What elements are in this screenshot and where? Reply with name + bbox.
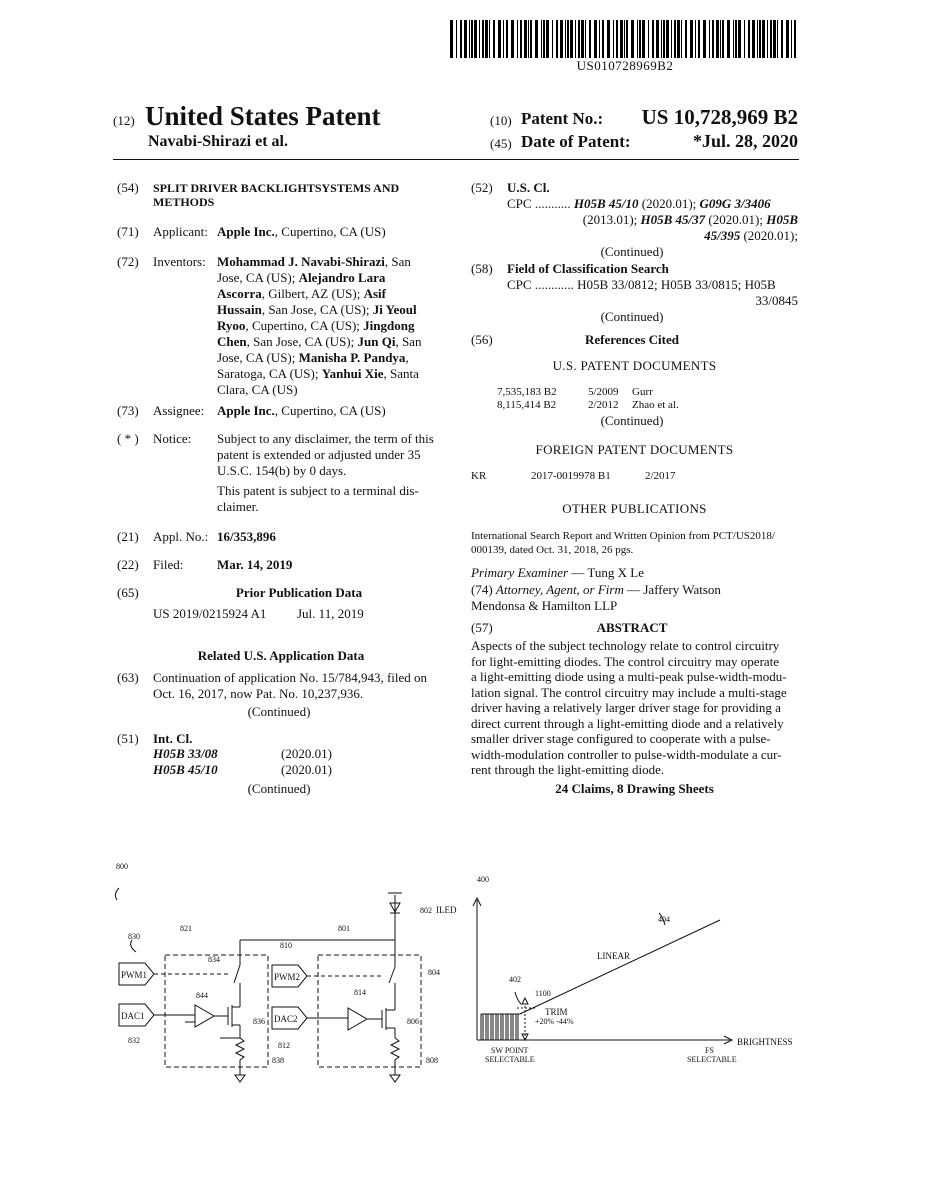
barcode-bar — [450, 20, 453, 58]
barcode-bar — [498, 20, 501, 58]
barcode-bar — [767, 20, 768, 58]
refs-title: References Cited — [585, 332, 679, 347]
barcode-bar — [652, 20, 654, 58]
barcode-number: US010728969B2 — [576, 58, 674, 73]
barcode-bar — [543, 20, 545, 58]
uscl-title: U.S. Cl. — [507, 180, 550, 195]
barcode-bar — [524, 20, 527, 58]
barcode-bar — [695, 20, 696, 58]
us-doc-name: Gurr — [632, 386, 653, 398]
barcode-bar — [575, 20, 576, 58]
examiner: Primary Examiner — Tung X Le — [471, 565, 644, 580]
ref-814: 814 — [354, 988, 366, 997]
barcode-bar — [656, 20, 659, 58]
ref-402: 402 — [509, 975, 521, 984]
barcode-bar — [757, 20, 758, 58]
barcode-bar — [520, 20, 522, 58]
foreign-country: KR — [471, 470, 487, 482]
header-rule — [113, 159, 799, 160]
appl-code: (21) — [117, 529, 139, 544]
other-pubs-title: OTHER PUBLICATIONS — [562, 501, 707, 516]
linear-curve — [520, 920, 720, 1014]
ref-404: 404 — [658, 915, 670, 924]
intcl-year-1: (2020.01) — [281, 746, 332, 761]
barcode-bar — [648, 20, 649, 58]
notice-text: Subject to any disclaimer, the term of this patent is extended or adjusted under 35 U.S.C. 154(b) by 0 days. — [217, 431, 434, 478]
barcode-bar — [733, 20, 734, 58]
barcode-bar — [493, 20, 495, 58]
barcode-bar — [685, 20, 687, 58]
barcode-bar — [511, 20, 514, 58]
barcode-bar — [469, 20, 470, 58]
applicant-code: (71) — [117, 224, 139, 239]
abstract-code: (57) — [471, 620, 493, 635]
us-doc-number: 8,115,414 B2 — [497, 399, 557, 411]
foreign-number: 2017-0019978 B1 — [531, 470, 611, 482]
barcode-bar — [752, 20, 755, 58]
refs-code: (56) — [471, 332, 493, 347]
assignee-location: , Cupertino, CA (US) — [274, 403, 386, 418]
pwm-pulses — [481, 1014, 520, 1040]
barcode-bar — [541, 20, 542, 58]
continued-note: (Continued) — [247, 781, 311, 796]
barcode-bar — [794, 20, 796, 58]
filed-date: Mar. 14, 2019 — [217, 557, 293, 572]
sw-point-selectable: SELECTABLE — [485, 1055, 535, 1064]
barcode-bar — [631, 20, 634, 58]
assignee-name: Apple Inc. — [217, 403, 275, 418]
brightness-graph-figure — [465, 870, 805, 1070]
abstract-title: ABSTRACT — [596, 620, 668, 635]
assignee-label: Assignee: — [153, 403, 205, 418]
patent-date: *Jul. 28, 2020 — [692, 131, 798, 151]
ref-830: 830 — [128, 932, 140, 941]
barcode-bar — [485, 20, 488, 58]
barcode-bar — [567, 20, 569, 58]
barcode-bar — [773, 20, 776, 58]
inventor-name: Mohammad J. Navabi-Shirazi — [217, 254, 385, 269]
field-search-code: (58) — [471, 261, 493, 276]
barcode-bar — [722, 20, 724, 58]
foreign-date: 2/2017 — [645, 470, 676, 482]
ref-801: 801 — [338, 924, 350, 933]
invention-title-line2: METHODS — [153, 195, 215, 209]
iled-label: ILED — [436, 905, 457, 915]
barcode-bar — [616, 20, 618, 58]
barcode-bar — [456, 20, 457, 58]
ref-802: 802 — [420, 906, 432, 915]
filed-code: (22) — [117, 557, 139, 572]
pwm2-label: PWM2 — [274, 972, 301, 982]
us-docs-title: U.S. PATENT DOCUMENTS — [552, 358, 717, 373]
date-label: Date of Patent: — [521, 132, 631, 151]
barcode-bar — [712, 20, 714, 58]
ref-804: 804 — [428, 968, 440, 977]
barcode-bar — [613, 20, 614, 58]
ref-836: 836 — [253, 1017, 265, 1026]
field-search-line2: 33/0845 — [755, 293, 798, 308]
continuation-text: Continuation of application No. 15/784,943, filed on Oct. 16, 2017, now Pat. No. 10,237,936. — [153, 670, 428, 701]
us-doc-date: 5/2009 — [588, 386, 619, 398]
attorney-line1: (74) Attorney, Agent, or Firm — Jaffery Watson — [471, 582, 721, 597]
linear-label: LINEAR — [597, 951, 630, 961]
ref-800: 800 — [116, 862, 128, 871]
barcode-bar — [703, 20, 706, 58]
barcode-bar — [599, 20, 600, 58]
continued-note: (Continued) — [600, 413, 664, 428]
prior-pub-code: (65) — [117, 585, 139, 600]
barcode-bar — [709, 20, 710, 58]
patent-no-code: (10) — [490, 113, 512, 128]
inventors-label: Inventors: — [153, 254, 206, 269]
barcode-bar — [594, 20, 597, 58]
barcode-bar — [464, 20, 467, 58]
inventor-name: Jun Qi — [357, 334, 396, 349]
date-code: (45) — [490, 136, 512, 151]
dac2-label: DAC2 — [274, 1014, 298, 1024]
notice-code: ( * ) — [117, 431, 139, 446]
continued-note: (Continued) — [600, 309, 664, 324]
opamp-844 — [195, 1005, 214, 1027]
ref-844: 844 — [196, 991, 208, 1000]
driver-stage-box-821 — [165, 955, 268, 1067]
continuation-code: (63) — [117, 670, 139, 685]
us-doc-number: 7,535,183 B2 — [497, 386, 557, 398]
assignee-code: (73) — [117, 403, 139, 418]
inventor-name: Jingdong — [363, 318, 415, 333]
ref-821: 821 — [180, 924, 192, 933]
barcode-bar — [620, 20, 623, 58]
barcode-bar — [720, 20, 721, 58]
barcode-bar — [624, 20, 625, 58]
notice-label: Notice: — [153, 431, 192, 446]
barcode-bar — [578, 20, 580, 58]
field-search-title: Field of Classification Search — [507, 261, 669, 276]
fs-selectable: SELECTABLE — [687, 1055, 737, 1064]
barcode-bar — [503, 20, 504, 58]
inventor-name: Alejandro Lara — [298, 270, 386, 285]
barcode-bar — [552, 20, 553, 58]
circuit-figure — [110, 855, 457, 1090]
intcl-code-1: H05B 33/08 — [153, 746, 218, 761]
continued-note: (Continued) — [600, 244, 664, 259]
cpc-line-1: CPC ........... H05B 45/10 (2020.01); G09G 3/3406 — [507, 196, 771, 211]
opamp-814 — [348, 1008, 367, 1030]
invention-title-line1: SPLIT DRIVER BACKLIGHTSYSTEMS AND — [153, 181, 400, 195]
ref-838: 838 — [272, 1056, 284, 1065]
brightness-axis-label: BRIGHTNESS — [737, 1037, 793, 1047]
barcode-bar — [639, 20, 641, 58]
trim-range: +20% -44% — [535, 1017, 574, 1026]
cpc-line-3: 45/395 (2020.01); — [704, 228, 798, 243]
inventors-code: (72) — [117, 254, 139, 269]
ref-810: 810 — [280, 941, 292, 950]
barcode-bar — [556, 20, 558, 58]
ref-1100: 1100 — [535, 989, 551, 998]
applicant-location: , Cupertino, CA (US) — [274, 224, 386, 239]
continued-note: (Continued) — [247, 704, 311, 719]
dac1-label: DAC1 — [121, 1011, 145, 1021]
barcode-bar — [517, 20, 518, 58]
barcode-bar — [671, 20, 672, 58]
barcode-bar — [770, 20, 772, 58]
barcode-bar — [474, 20, 477, 58]
barcode-bar — [642, 20, 645, 58]
barcode-bar — [738, 20, 741, 58]
ref-832: 832 — [128, 1036, 140, 1045]
barcode-bar — [748, 20, 750, 58]
appl-label: Appl. No.: — [153, 529, 209, 544]
cpc-line-2: (2013.01); H05B 45/37 (2020.01); H05B — [582, 212, 798, 227]
barcode-bar — [585, 20, 586, 58]
barcode-bar — [716, 20, 719, 58]
field-search-line1: CPC ............ H05B 33/0812; H05B 33/0815; H05B — [507, 277, 776, 292]
ref-834: 834 — [208, 955, 220, 964]
intcl-year-2: (2020.01) — [281, 762, 332, 777]
intcl-code: (51) — [117, 731, 139, 746]
terminal-disclaimer: This patent is subject to a terminal dis- claimer. — [217, 483, 419, 514]
barcode — [450, 20, 800, 58]
barcode-bar — [528, 20, 529, 58]
barcode-bar — [727, 20, 730, 58]
barcode-bar — [786, 20, 789, 58]
inventor-name: Yanhui Xie — [321, 366, 384, 381]
foreign-docs-title: FOREIGN PATENT DOCUMENTS — [535, 442, 734, 457]
barcode-bar — [663, 20, 665, 58]
barcode-bar — [530, 20, 532, 58]
prior-pub-date: Jul. 11, 2019 — [297, 606, 364, 621]
header-left-code: (12) — [113, 113, 135, 128]
us-doc-date: 2/2012 — [588, 399, 619, 411]
barcode-bar — [735, 20, 737, 58]
sw-point-label: SW POINT — [491, 1046, 529, 1055]
prior-pub-number: US 2019/0215924 A1 — [153, 606, 267, 621]
barcode-bar — [681, 20, 682, 58]
barcode-bar — [565, 20, 566, 58]
barcode-bar — [471, 20, 473, 58]
ref-806: 806 — [407, 1017, 419, 1026]
barcode-bar — [791, 20, 792, 58]
ref-808: 808 — [426, 1056, 438, 1065]
barcode-bar — [777, 20, 778, 58]
barcode-bar — [589, 20, 591, 58]
barcode-bar — [666, 20, 669, 58]
barcode-bar — [781, 20, 783, 58]
barcode-bar — [698, 20, 700, 58]
barcode-bar — [489, 20, 490, 58]
other-pubs-text: International Search Report and Written Opinion from PCT/US2018/ 000139, dated Oct. 31, 2018, 26 pgs. — [471, 530, 775, 556]
barcode-bar — [759, 20, 761, 58]
fs-label: FS — [705, 1046, 714, 1055]
ref-400: 400 — [477, 875, 489, 884]
related-data-title: Related U.S. Application Data — [197, 648, 365, 663]
prior-pub-title: Prior Publication Data — [235, 585, 363, 600]
barcode-bar — [506, 20, 508, 58]
inventor-name: Manisha P. Pandya — [298, 350, 406, 365]
authors: Navabi-Shirazi et al. — [148, 133, 288, 150]
barcode-bar — [637, 20, 638, 58]
barcode-bar — [607, 20, 610, 58]
patent-no-label: Patent No.: — [521, 109, 604, 128]
barcode-bar — [677, 20, 680, 58]
attorney-line2: Mendonsa & Hamilton LLP — [471, 598, 618, 613]
barcode-bar — [602, 20, 604, 58]
appl-number: 16/353,896 — [217, 529, 276, 544]
trim-label: TRIM — [545, 1007, 568, 1017]
intcl-code-2: H05B 45/10 — [153, 762, 218, 777]
ref-812: 812 — [278, 1041, 290, 1050]
filed-label: Filed: — [153, 557, 184, 572]
barcode-bar — [479, 20, 480, 58]
barcode-bar — [460, 20, 462, 58]
claims-summary: 24 Claims, 8 Drawing Sheets — [555, 781, 714, 796]
inventors-block: Mohammad J. Navabi-Shirazi, San Jose, CA (US); Alejandro Lara Ascorra, Gilbert, AZ (US); Asif Hussain, San Jose, CA (US); Ji Yeoul Ryoo, Cupertino, CA (US); Jingdong Chen, San Jose, CA (US); Jun Qi, San Jose, CA (US); Manisha P. Pandya, Saratoga, CA (US); Yanhui Xie, Santa Clara, CA (US) — [217, 254, 422, 397]
barcode-bar — [570, 20, 573, 58]
barcode-bar — [690, 20, 693, 58]
pwm1-label: PWM1 — [121, 970, 148, 980]
barcode-bar — [546, 20, 549, 58]
barcode-bar — [674, 20, 676, 58]
patent-number: US 10,728,969 B2 — [641, 105, 798, 129]
barcode-bar — [744, 20, 745, 58]
us-doc-name: Zhao et al. — [632, 399, 679, 411]
barcode-bar — [626, 20, 628, 58]
title-code: (54) — [117, 180, 139, 195]
barcode-bar — [535, 20, 538, 58]
abstract-text: Aspects of the subject technology relate to control circuitry for light-emitting diodes. The control circuitry may operate a light-emitting diode using a multi-peak pulse-width-modu- lation signal. The control circuitry may include a multi-stage driver having a relatively larger driver stage for providing a direct current through a light-emitting diode and a relatively smaller driver stage configured to cooperate with a pulse- width-modulation controller to pulse-width-modulate a cur- rent through the light-emitting diode. — [471, 638, 787, 777]
inventor-name: Ji Yeoul — [372, 302, 417, 317]
inventor-name: Asif — [363, 286, 386, 301]
intcl-title: Int. Cl. — [153, 731, 193, 746]
applicant-label: Applicant: — [153, 224, 208, 239]
barcode-bar — [482, 20, 484, 58]
applicant-name: Apple Inc. — [217, 224, 275, 239]
barcode-bar — [560, 20, 563, 58]
barcode-bar — [762, 20, 765, 58]
barcode-bar — [581, 20, 584, 58]
uscl-code: (52) — [471, 180, 493, 195]
barcode-bar — [661, 20, 662, 58]
patent-title: United States Patent — [145, 101, 381, 131]
driver-stage-box-801 — [318, 955, 421, 1067]
